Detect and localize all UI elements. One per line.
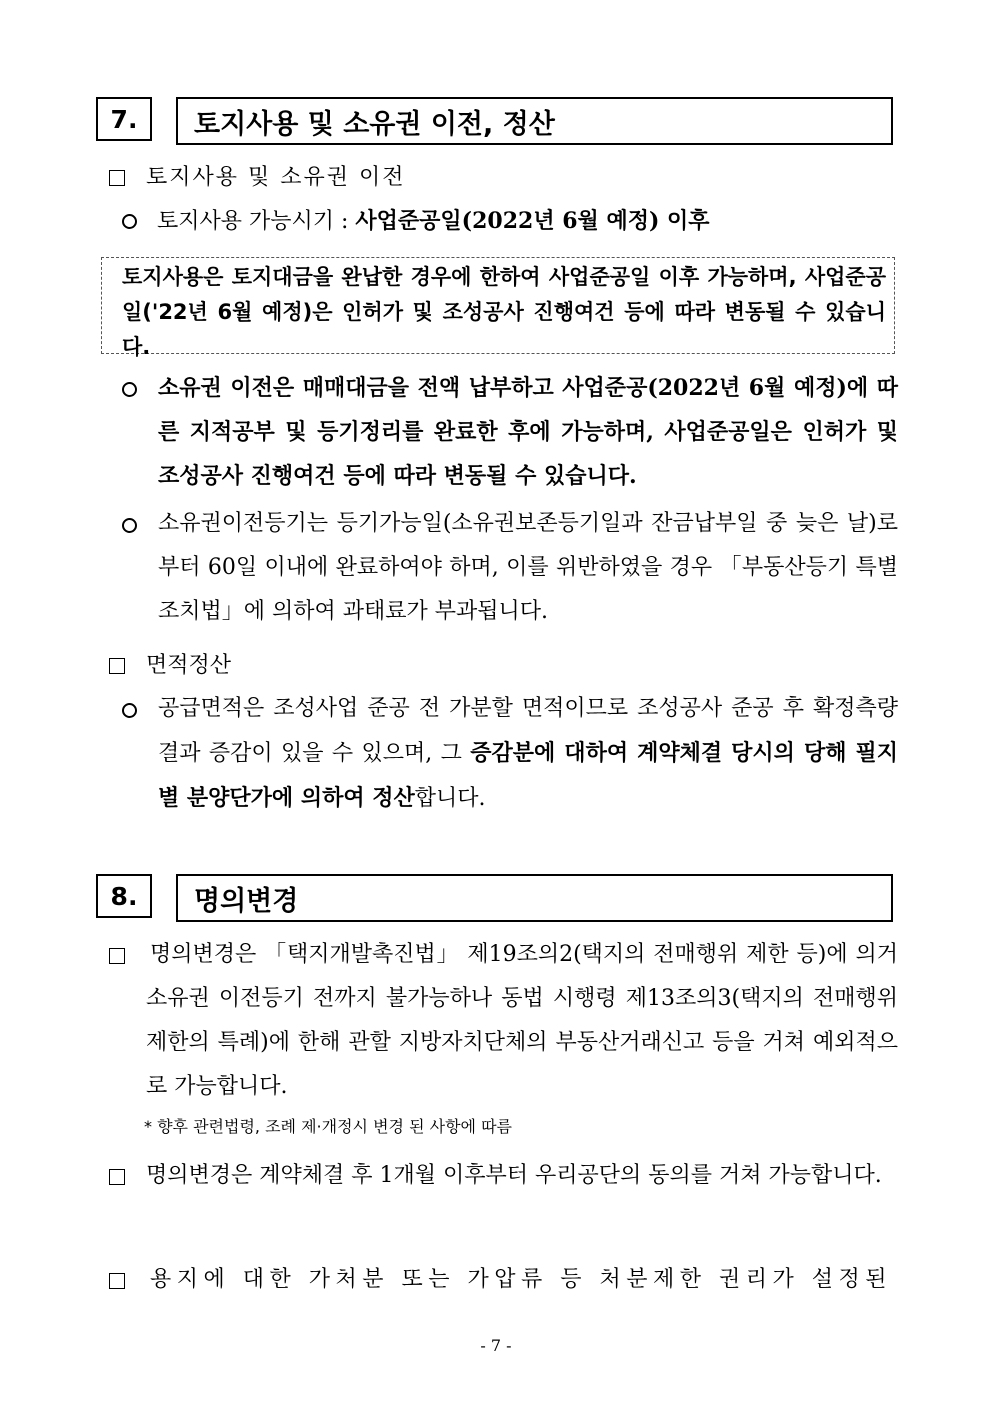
legal-note: * 향후 관련법령, 조례 제·개정시 변경 된 사항에 따름: [144, 1117, 512, 1136]
section-8-header: [96, 874, 893, 922]
checkbox-bullet-icon: [109, 1169, 125, 1185]
sub-heading-area-settlement: 면적정산: [146, 653, 232, 678]
sub-heading-land-use: 토지사용 및 소유권 이전: [146, 165, 406, 190]
area-settlement-text: 공급면적은 조성사업 준공 전 가분할 면적이므로 조성공사 준공 후 확정측량 결과 증감이 있을 수 있으며, 그: [158, 696, 898, 766]
land-use-item: [157, 199, 710, 244]
name-change-item-2: 명의변경은 계약체결 후 1개월 이후부터 우리공단의 동의를 거쳐 가능합니다.: [146, 1163, 882, 1188]
area-settlement-bold: 증감분에 대하여 계약체결 당시의 당해 필지별 분양단가에 의하여 정산: [158, 740, 898, 811]
land-use-value: 사업준공일(2022년 6월 예정) 이후: [355, 208, 710, 234]
notice-box: 토지사용은 토지대금을 완납한 경우에 한하여 사업준공일 이후 가능하며, 사업준공일('22년 6월 예정)은 인허가 및 조성공사 진행여건 등에 따라 변동될 수 있습니다.: [101, 257, 895, 354]
checkbox-bullet-icon: [109, 948, 125, 964]
name-change-item-3: 용지에 대한 가처분 또는 가압류 등 처분제한 권리가 설정된: [150, 1267, 892, 1292]
circle-bullet-icon: [122, 518, 137, 533]
checkbox-bullet-icon: [109, 170, 125, 186]
section-7-header: [96, 97, 893, 145]
checkbox-bullet-icon: [109, 658, 125, 674]
section-7-number: 7.: [96, 97, 152, 141]
section-7-title: 토지사용 및 소유권 이전, 정산: [176, 97, 893, 145]
area-settlement-tail: 합니다.: [414, 786, 486, 811]
circle-bullet-icon: [122, 382, 137, 397]
ownership-transfer-item: 소유권 이전은 매매대금을 전액 납부하고 사업준공(2022년 6월 예정)에 따른 지적공부 및 등기정리를 완료한 후에 가능하며, 사업준공일은 인허가 및 조성공사 진행여건 등에 따라 변동될 수 있습니다.: [158, 375, 898, 489]
section-8-title: 명의변경: [176, 874, 893, 922]
circle-bullet-icon: [122, 214, 137, 229]
registration-item: 소유권이전등기는 등기가능일(소유권보존등기일과 잔금납부일 중 늦은 날)로부터 60일 이내에 완료하여야 하며, 이를 위반하였을 경우 「부동산등기 특별조치법」에 의하여 과태료가 부과됩니다.: [158, 511, 898, 624]
section-8-number: 8.: [96, 874, 152, 918]
checkbox-bullet-icon: [109, 1273, 125, 1289]
land-use-label: 토지사용 가능시기 :: [157, 209, 356, 234]
area-settlement-item: [158, 687, 898, 821]
name-change-item-1: 명의변경은 「택지개발촉진법」 제19조의2(택지의 전매행위 제한 등)에 의거 소유권 이전등기 전까지 불가능하나 동법 시행령 제13조의3(택지의 전매행위 제한의 특례)에 한해 관할 지방자치단체의 부동산거래신고 등을 거쳐 예외적으로 가능합니다.: [146, 942, 898, 1099]
circle-bullet-icon: [122, 703, 137, 718]
page-number: - 7 -: [480, 1336, 512, 1355]
